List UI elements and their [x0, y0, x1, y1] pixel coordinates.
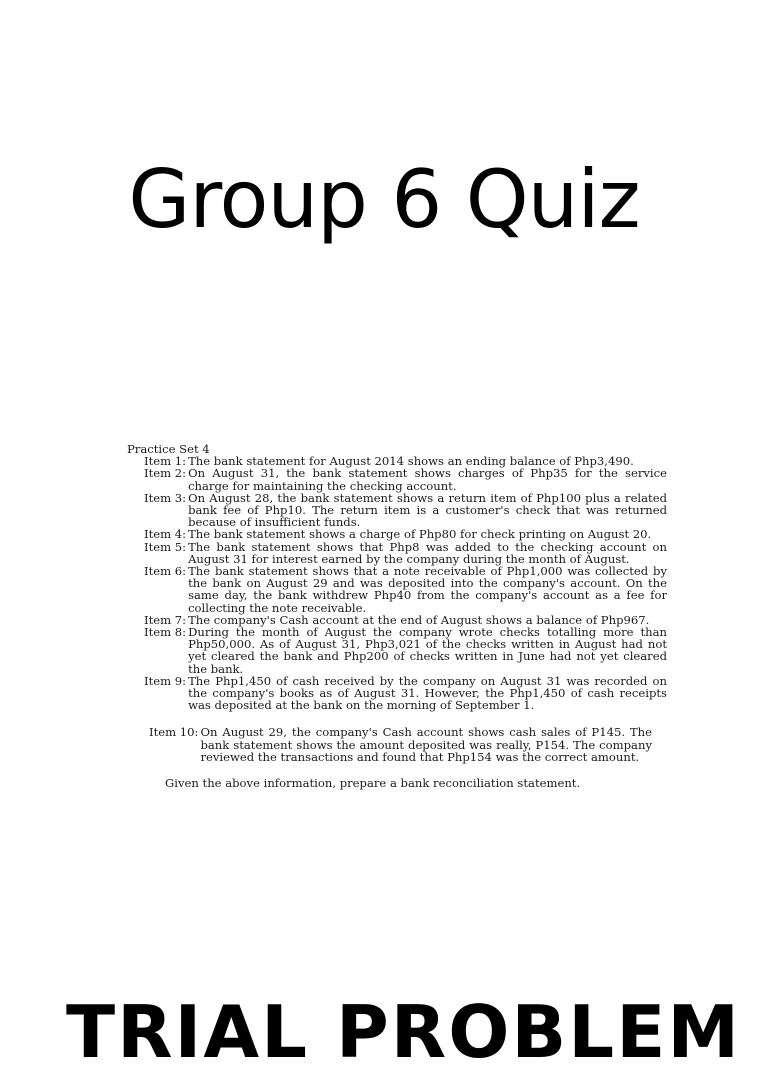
item-label: Item 4:: [144, 527, 187, 542]
item-text: The bank statement for August 2014 shows an ending balance of Php3,490.: [188, 454, 634, 469]
practice-item: [127, 467, 667, 491]
item-text: The bank statement shows a charge of Php80 for check printing on August 20.: [188, 527, 652, 542]
item-label: Item 2:: [144, 466, 187, 481]
item-text: During the month of August the company wrote checks totalling more than Php50,000. As of August 31, Php3,021 of the checks written in August had not yet cleared the bank and Php200 of checks written in June had not yet cleared the bank.: [188, 625, 667, 676]
practice-item: [127, 528, 667, 540]
item-label: Item 5:: [144, 539, 187, 554]
practice-set-heading: Practice Set 4: [127, 442, 210, 456]
item-label: Item 7:: [144, 612, 187, 627]
item-text: The bank statement shows that Php8 was added to the checking account on August 31 for interest earned by the company during the month of August.: [188, 539, 667, 566]
practice-item: [127, 541, 667, 565]
item-text: On August 29, the company's Cash account shows cash sales of P145. The bank statement shows the amount deposited was really, P154. The company reviewed the transactions and found that Php154 was the correct amount.: [200, 725, 652, 764]
item-text: On August 28, the bank statement shows a return item of Php100 plus a related bank fee of Php10. The return item is a customer's check that was returned because of insufficient funds.: [188, 490, 667, 530]
practice-item-10: [127, 726, 652, 763]
practice-item: [127, 626, 667, 675]
item-text: The bank statement shows that a note receivable of Php1,000 was collected by the bank on August 29 and was deposited into the company's account. On the same day, the bank withdrew Php40 from the company's account as a fee for collecting the note receivable.: [188, 564, 667, 615]
item-text: The Php1,450 of cash received by the company on August 31 was recorded on the company's books as of August 31. However, the Php1,450 of cash receipts was deposited at the bank on the morning of September 1.: [188, 673, 667, 713]
item-text: The company's Cash account at the end of August shows a balance of Php967.: [188, 612, 650, 627]
practice-item: [127, 565, 667, 614]
item-label: Item 3:: [144, 490, 187, 505]
practice-item: [127, 492, 667, 529]
bottom-banner: [0, 990, 768, 1074]
item-label: Item 6:: [144, 564, 187, 579]
page-title: Group 6 Quiz: [128, 153, 640, 246]
item-label: Item 1:: [144, 454, 187, 469]
item-label: Item 10:: [149, 725, 199, 740]
bottom-banner-text: TRIAL PROBLEM: [66, 990, 742, 1074]
item-label: Item 9:: [144, 673, 187, 688]
item-text: On August 31, the bank statement shows charges of Php35 for the service charge for maintaining the checking account.: [188, 466, 667, 493]
instruction-text: Given the above information, prepare a bank reconciliation statement.: [165, 776, 581, 791]
practice-item: [127, 675, 667, 712]
item-label: Item 8:: [144, 625, 187, 640]
practice-set-scan: [127, 443, 667, 789]
